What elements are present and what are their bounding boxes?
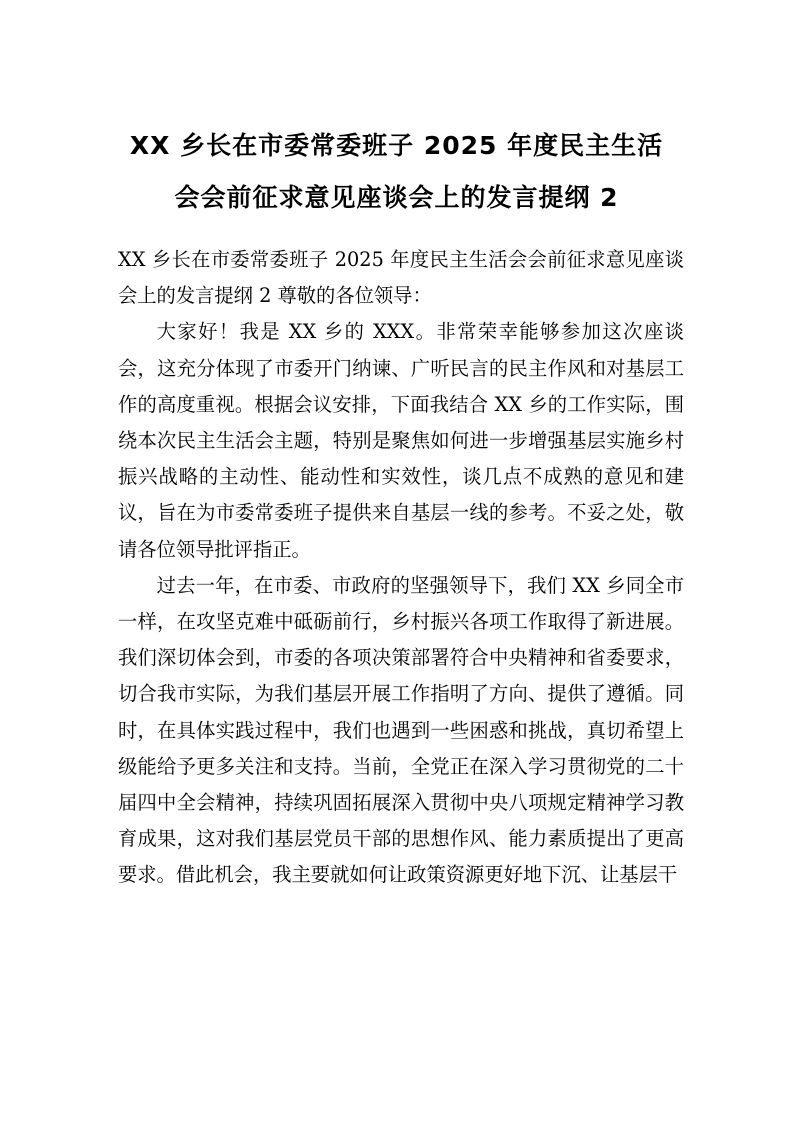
document-body <box>118 242 684 894</box>
title-line-1: XX 乡长在市委常委班子 2025 年度民主生活 <box>129 131 664 160</box>
document-title <box>110 120 683 224</box>
paragraph-intro: XX 乡长在市委常委班子 2025 年度民主生活会会前征求意见座谈会上的发言提纲 2 尊敬的各位领导： <box>118 248 684 308</box>
title-line-2: 会会前征求意见座谈会上的发言提纲 2 <box>174 183 619 212</box>
paragraph-greeting: 大家好！我是 XX 乡的 XXX。非常荣幸能够参加这次座谈会，这充分体现了市委开门纳谏、广听民言的民主作风和对基层工作的高度重视。根据会议安排，下面我结合 XX 乡的工作实际，围绕本次民主生活会主题，特别是聚焦如何进一步增强基层实施乡村振兴战略的主动性、能动性和实效性，谈几点不成熟的意见和建议，旨在为市委常委班子提供来自基层一线的参考。不妥之处，敬请各位领导批评指正。 <box>118 320 684 561</box>
paragraph-review: 过去一年，在市委、市政府的坚强领导下，我们 XX 乡同全市一样，在攻坚克难中砥砺前行，乡村振兴各项工作取得了新进展。我们深切体会到，市委的各项决策部署符合中央精神和省委要求，切合我市实际，为我们基层开展工作指明了方向、提供了遵循。同时，在具体实践过程中，我们也遇到一些困惑和挑战，真切希望上级能给予更多关注和支持。当前，全党正在深入学习贯彻党的二十届四中全会精神，持续巩固拓展深入贯彻中央八项规定精神学习教育成果，这对我们基层党员干部的思想作风、能力素质提出了更高要求。借此机会，我主要就如何让政策资源更好地下沉、让基层干 <box>118 573 684 887</box>
